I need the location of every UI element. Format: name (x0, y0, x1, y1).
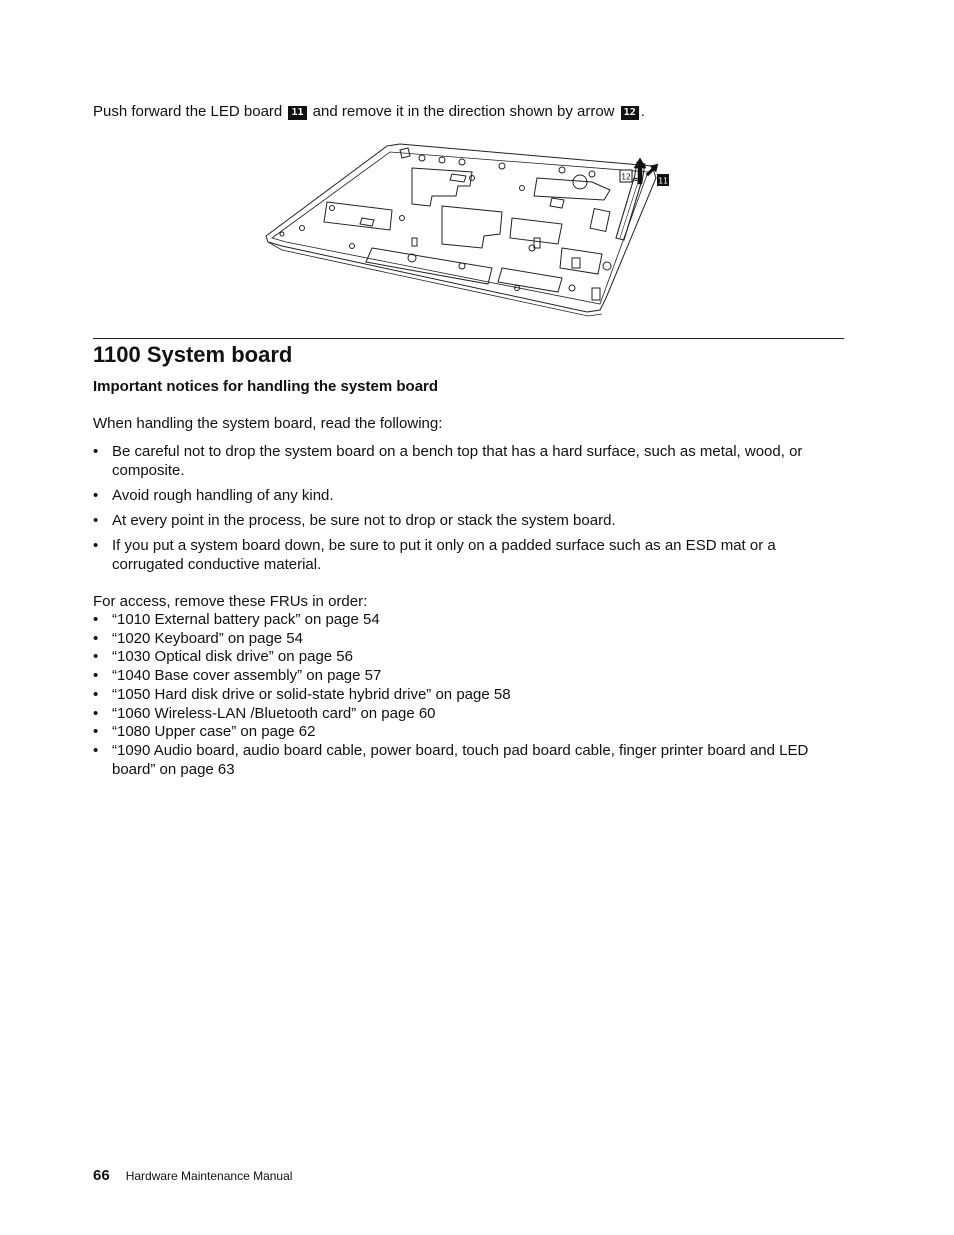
bullet-icon: • (93, 443, 99, 460)
fru-link-1050[interactable]: “1050 Hard disk drive or solid-state hybrid drive” on page 58 (112, 685, 511, 703)
bullet-icon: • (93, 512, 99, 529)
section-subtitle: Important notices for handling the system board (93, 378, 439, 395)
notice-item (93, 486, 845, 505)
intro-text-2: and remove it in the direction shown by arrow (312, 103, 615, 120)
bullet-icon: • (93, 648, 99, 666)
fru-link-1040[interactable]: “1040 Base cover assembly” on page 57 (112, 667, 382, 685)
callout-label-12: 12 (621, 172, 631, 182)
notice-item (93, 442, 845, 480)
page-number: 66 (93, 1167, 110, 1184)
bullet-icon: • (93, 537, 99, 554)
bullet-icon: • (93, 704, 99, 722)
bullet-icon: • (93, 487, 99, 504)
intro-text-1: Push forward the LED board (93, 103, 283, 120)
fru-list-item (93, 686, 845, 705)
notices-lead-text: When handling the system board, read the following: (93, 415, 443, 432)
section-divider (93, 338, 844, 339)
fru-list-item (93, 723, 845, 742)
step-badge-12: 12 (621, 106, 639, 120)
fru-list-item (93, 742, 845, 779)
fru-link-1080[interactable]: “1080 Upper case” on page 62 (112, 723, 316, 741)
handling-notices-list (93, 442, 845, 580)
bullet-icon: • (93, 723, 99, 741)
chassis-outline (266, 144, 656, 312)
bullet-icon: • (93, 629, 99, 647)
led-board (616, 178, 642, 240)
fru-link-1010[interactable]: “1010 External battery pack” on page 54 (112, 611, 380, 628)
notice-text: Avoid rough handling of any kind. (112, 487, 334, 504)
fru-link-1060[interactable]: “1060 Wireless-LAN /Bluetooth card” on page 60 (112, 704, 436, 722)
fru-removal-list (93, 611, 845, 779)
intro-text-3: . (640, 103, 645, 120)
fru-list-item (93, 667, 845, 686)
led-board-removal-illustration (262, 138, 672, 322)
fru-link-1020[interactable]: “1020 Keyboard” on page 54 (112, 629, 303, 647)
step-badge-11: 11 (288, 106, 306, 120)
figure-callout-11 (657, 174, 669, 186)
notice-text: Be careful not to drop the system board on a bench top that has a hard surface, such as metal, wood, or composite. (112, 443, 803, 479)
fru-list-item (93, 705, 845, 724)
manual-title: Hardware Maintenance Manual (125, 1169, 293, 1183)
page-footer (93, 1166, 292, 1186)
bullet-icon: • (93, 667, 99, 685)
intro-instruction (93, 102, 853, 122)
callout-label-11: 11 (658, 176, 668, 186)
fru-list-item (93, 611, 845, 630)
figure-callout-12 (620, 170, 632, 182)
fru-link-1090[interactable]: “1090 Audio board, audio board cable, power board, touch pad board cable, finger printer board and LED board” on page 63 (112, 741, 809, 778)
bullet-icon: • (93, 685, 99, 703)
bullet-icon: • (93, 611, 99, 628)
notice-text: At every point in the process, be sure not to drop or stack the system board. (112, 512, 616, 529)
notice-item (93, 511, 845, 530)
access-intro-text: For access, remove these FRUs in order: (93, 593, 368, 610)
bullet-icon: • (93, 741, 99, 759)
notice-text: If you put a system board down, be sure to put it only on a padded surface such as an ESD mat or a corrugated conductive material. (112, 537, 776, 573)
fru-link-1030[interactable]: “1030 Optical disk drive” on page 56 (112, 648, 353, 666)
notice-item (93, 536, 845, 574)
fru-list-item (93, 648, 845, 667)
section-title: 1100 System board (93, 342, 293, 367)
fru-list-item (93, 630, 845, 649)
